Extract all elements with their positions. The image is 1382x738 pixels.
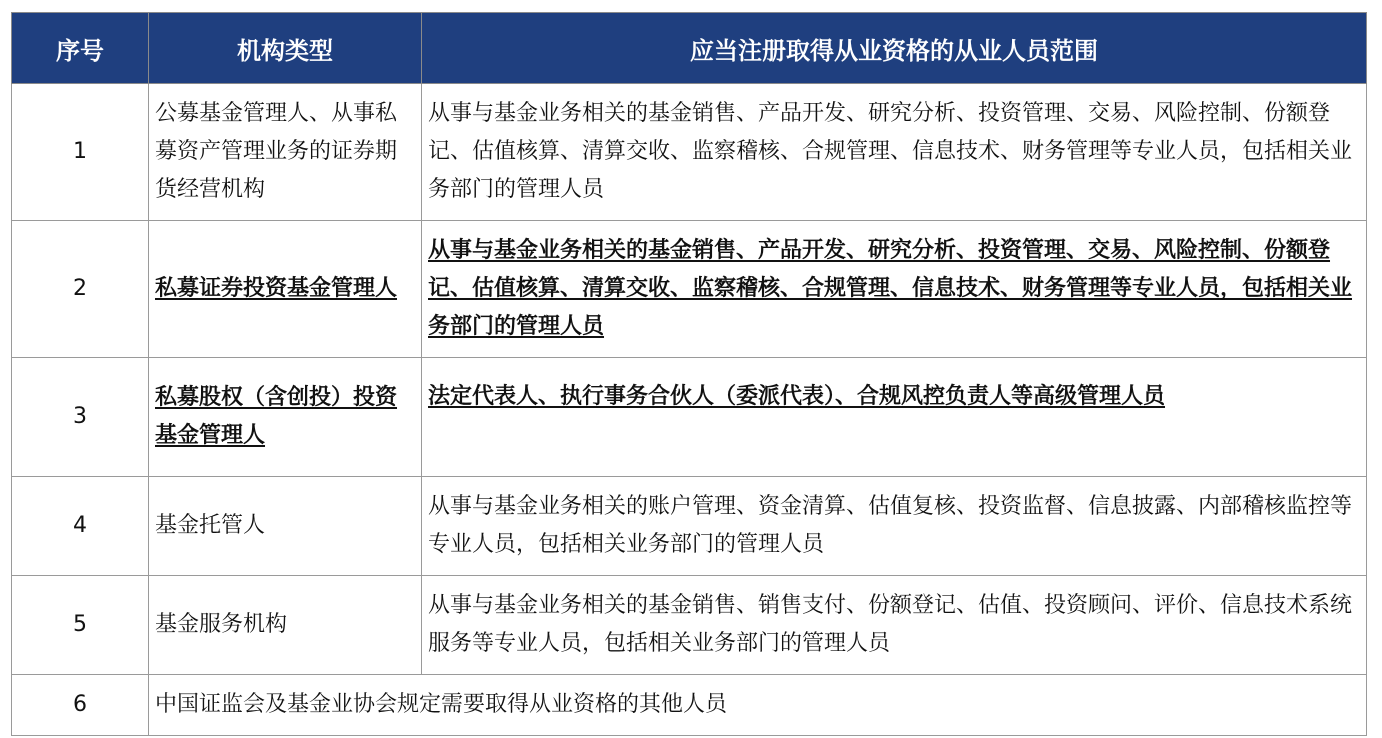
row-index: 3 [12, 358, 149, 477]
header-index: 序号 [12, 13, 149, 84]
row-index: 6 [12, 675, 149, 736]
row-institution-type: 公募基金管理人、从事私募资产管理业务的证券期货经营机构 [149, 84, 422, 221]
table-row [12, 576, 1367, 675]
row-index: 5 [12, 576, 149, 675]
table-row [12, 358, 1367, 477]
row-institution-type: 基金服务机构 [149, 576, 422, 675]
header-personnel-scope: 应当注册取得从业资格的从业人员范围 [422, 13, 1367, 84]
row-institution-type: 私募股权（含创投）投资基金管理人 [149, 358, 422, 477]
row-index: 2 [12, 221, 149, 358]
row-personnel-scope: 从事与基金业务相关的账户管理、资金清算、估值复核、投资监督、信息披露、内部稽核监控等专业人员，包括相关业务部门的管理人员 [422, 477, 1367, 576]
row-other-personnel: 中国证监会及基金业协会规定需要取得从业资格的其他人员 [149, 675, 1367, 736]
row-institution-type: 基金托管人 [149, 477, 422, 576]
row-personnel-scope: 从事与基金业务相关的基金销售、产品开发、研究分析、投资管理、交易、风险控制、份额登记、估值核算、清算交收、监察稽核、合规管理、信息技术、财务管理等专业人员，包括相关业务部门的管理人员 [422, 221, 1367, 358]
row-index: 1 [12, 84, 149, 221]
row-institution-type: 私募证券投资基金管理人 [149, 221, 422, 358]
qualification-table [11, 12, 1367, 736]
table-row [12, 675, 1367, 736]
table-header-row [12, 13, 1367, 84]
table-row [12, 84, 1367, 221]
row-personnel-scope: 从事与基金业务相关的基金销售、产品开发、研究分析、投资管理、交易、风险控制、份额登记、估值核算、清算交收、监察稽核、合规管理、信息技术、财务管理等专业人员，包括相关业务部门的管理人员 [422, 84, 1367, 221]
table-row [12, 477, 1367, 576]
row-index: 4 [12, 477, 149, 576]
row-personnel-scope: 从事与基金业务相关的基金销售、销售支付、份额登记、估值、投资顾问、评价、信息技术系统服务等专业人员，包括相关业务部门的管理人员 [422, 576, 1367, 675]
header-institution-type: 机构类型 [149, 13, 422, 84]
table-row [12, 221, 1367, 358]
row-personnel-scope: 法定代表人、执行事务合伙人（委派代表）、合规风控负责人等高级管理人员 [422, 358, 1367, 477]
qualification-table-container [11, 12, 1366, 736]
